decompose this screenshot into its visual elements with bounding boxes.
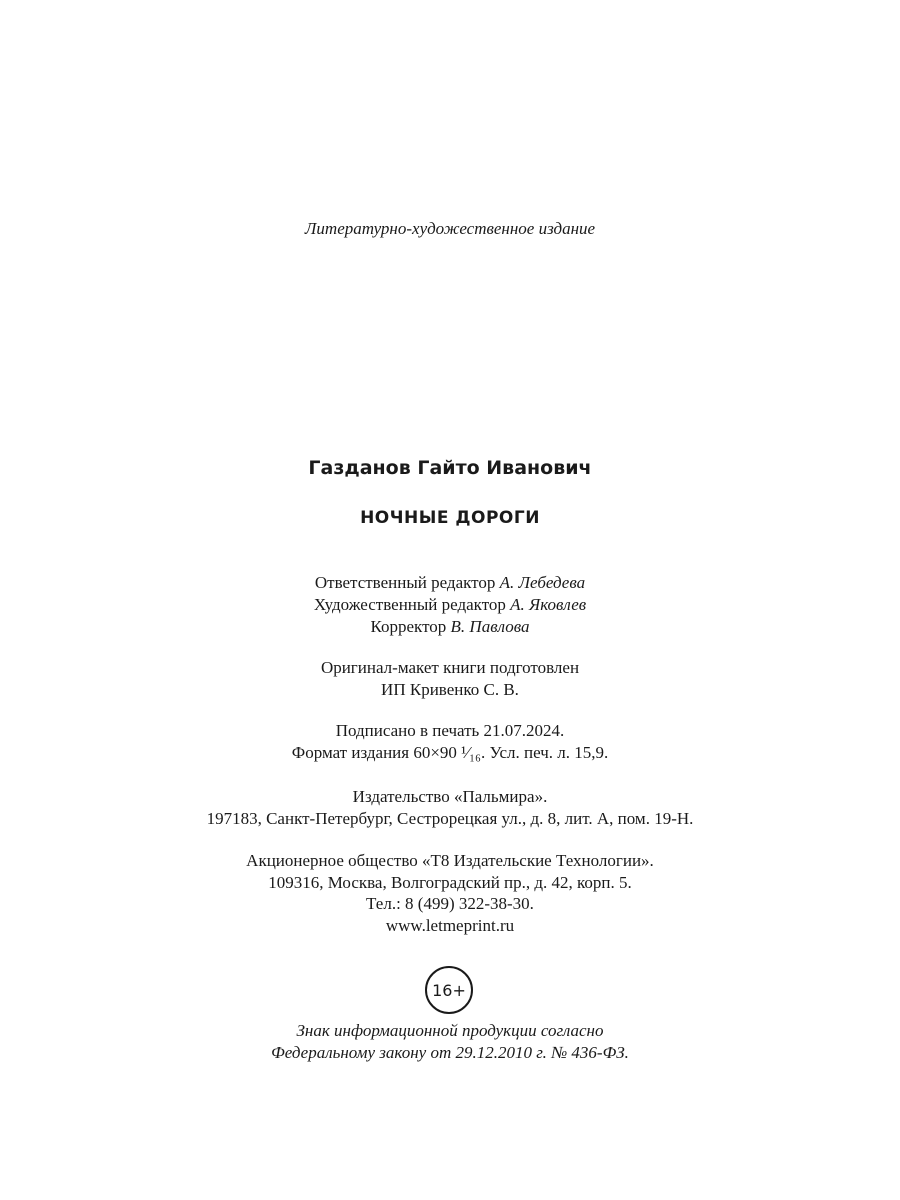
- layout-credit-line: Оригинал-макет книги подготовлен: [320, 658, 580, 677]
- credit-role: Корректор: [370, 617, 447, 636]
- credit-person: А. Лебедева: [499, 573, 586, 592]
- printer-line: Акционерное общество «Т8 Издательские Технологии».: [246, 851, 654, 870]
- credit-person: В. Павлова: [450, 617, 530, 636]
- credit-role: Ответственный редактор: [314, 573, 496, 592]
- credit-role: Художественный редактор: [313, 595, 506, 614]
- age-rating-label: 16+: [432, 980, 466, 1000]
- publisher-line: Издательство «Пальмира».: [352, 787, 548, 806]
- credit-line-art-editor: [0, 594, 900, 615]
- credit-person: А. Яковлев: [510, 595, 587, 614]
- print-info-line: Формат издания 60×90 ¹⁄₁₆. Усл. печ. л. 15,9.: [291, 743, 609, 762]
- author-name: Газданов Гайто Иванович: [308, 457, 592, 479]
- printer-line: 109316, Москва, Волгоградский пр., д. 42, корп. 5.: [268, 873, 632, 892]
- print-info-line: Подписано в печать 21.07.2024.: [335, 721, 565, 740]
- age-rating-badge: [425, 966, 473, 1014]
- publisher-line: 197183, Санкт-Петербург, Сестрорецкая ул., д. 8, лит. А, пом. 19-Н.: [206, 809, 694, 828]
- book-title: НОЧНЫЕ ДОРОГИ: [360, 508, 540, 528]
- credit-line-managing-editor: [0, 572, 900, 593]
- printer-line: Тел.: 8 (499) 322-38-30.: [366, 894, 534, 913]
- legal-notice-line: Знак информационной продукции согласно: [296, 1021, 604, 1040]
- layout-credit-line: ИП Кривенко С. В.: [381, 680, 519, 699]
- legal-notice-line: Федеральному закону от 29.12.2010 г. № 436-ФЗ.: [271, 1043, 629, 1062]
- edition-type: Литературно-художественное издание: [304, 219, 596, 238]
- credit-line-proofreader: [0, 616, 900, 637]
- printer-website: www.letmeprint.ru: [385, 916, 515, 935]
